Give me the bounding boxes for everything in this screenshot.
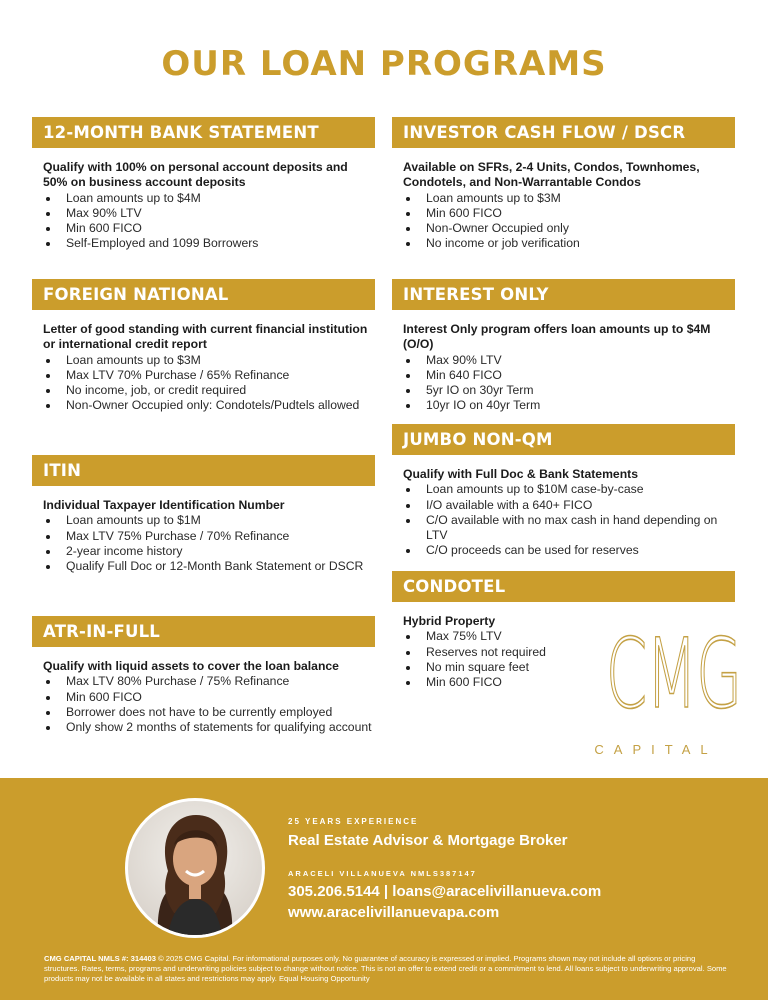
program-lead: Qualify with Full Doc & Bank Statements [403,467,638,481]
program-bullet-item: No min square feet [403,660,735,675]
program-bullet-item: Non-Owner Occupied only: Condotels/Pudtels allowed [43,398,375,413]
program-bullet-item: Loan amounts up to $1M [43,513,375,528]
program-jumbo-non-qm [392,424,735,559]
logo-subtitle: CAPITAL [594,742,718,757]
logo-letters: CMG [605,618,742,730]
program-bullet-list [43,674,375,735]
program-bullet-item: Non-Owner Occupied only [403,221,735,236]
program-bullet-item: Loan amounts up to $3M [43,353,375,368]
program-bullet-item: Min 600 FICO [403,675,735,690]
program-bullet-item: Self-Employed and 1099 Borrowers [43,236,375,251]
page-title: OUR LOAN PROGRAMS [161,44,607,84]
program-heading: ITIN [32,455,375,486]
nmls-label: CMG CAPITAL NMLS #: 314403 [44,954,156,963]
program-bullet-list [403,353,735,414]
person-portrait-icon [128,801,262,935]
program-bullet-item: 10yr IO on 40yr Term [403,398,735,413]
program-lead: Hybrid Property [403,614,496,628]
program-heading: 12-MONTH BANK STATEMENT [32,117,375,148]
program-bullet-item: C/O proceeds can be used for reserves [403,543,735,558]
program-bullet-item: Qualify Full Doc or 12-Month Bank Statement or DSCR [43,559,375,574]
program-bullet-item: 2-year income history [43,544,375,559]
program-heading: CONDOTEL [392,571,735,602]
program-bullet-list [403,482,735,558]
advisor-name-nmls: ARACELI VILLANUEVA NMLS387147 [288,869,477,878]
program-bullet-item: Min 600 FICO [43,221,375,236]
program-investor-dscr [392,117,735,252]
program-heading: JUMBO NON-QM [392,424,735,455]
program-heading: ATR-IN-FULL [32,616,375,647]
program-itin [32,455,375,574]
program-bullet-item: Min 600 FICO [43,690,375,705]
program-lead: Letter of good standing with current financial institution or international credit report [43,322,368,352]
program-bullet-item: Min 640 FICO [403,368,735,383]
website-link[interactable]: www.aracelivillanuevapa.com [288,904,500,921]
disclaimer-text: © 2025 CMG Capital. For informational purposes only. No guarantee of accuracy is expressed or implied. Programs shown may not include all options or pricing structures. Rates, terms, programs and underwriting policies subject to change without notice. This is not an offer to extend credit or a commitment to lend. All loans subject to underwriting approval. Some products may not be available in all states and restrictions may apply. Equal Housing Opportunity [44,954,727,983]
advisor-photo [125,798,265,938]
program-lead: Qualify with liquid assets to cover the loan balance [43,659,339,673]
phone-email[interactable]: 305.206.5144 | loans@aracelivillanueva.com [288,883,602,900]
program-bullet-item: Max LTV 70% Purchase / 65% Refinance [43,368,375,383]
program-bullet-item: Max 90% LTV [43,206,375,221]
program-bullet-list [43,353,375,414]
program-bullet-item: Max 90% LTV [403,353,735,368]
program-bullet-item: C/O available with no max cash in hand depending on LTV [403,513,735,544]
program-bullet-item: 5yr IO on 30yr Term [403,383,735,398]
program-bank-statement [32,117,375,252]
program-bullet-item: No income, job, or credit required [43,383,375,398]
program-heading: FOREIGN NATIONAL [32,279,375,310]
program-bullet-item: Min 600 FICO [403,206,735,221]
cmg-capital-logo [578,618,742,764]
program-bullet-item: Max LTV 75% Purchase / 70% Refinance [43,529,375,544]
program-bullet-item: Loan amounts up to $3M [403,191,735,206]
program-lead: Qualify with 100% on personal account deposits and 50% on business account deposits [43,160,348,190]
experience-label: 25 YEARS EXPERIENCE [288,817,419,826]
program-bullet-item: Loan amounts up to $4M [43,191,375,206]
program-bullet-list [43,191,375,252]
program-interest-only [392,279,735,414]
program-bullet-item: Loan amounts up to $10M case-by-case [403,482,735,497]
program-foreign-national [32,279,375,414]
program-lead: Available on SFRs, 2-4 Units, Condos, Townhomes, Condotels, and Non-Warrantable Condos [403,160,700,190]
program-bullet-item: Borrower does not have to be currently employed [43,705,375,720]
program-lead: Interest Only program offers loan amounts up to $4M (O/O) [403,322,711,352]
program-bullet-item: No income or job verification [403,236,735,251]
program-bullet-list [43,513,375,574]
advisor-role: Real Estate Advisor & Mortgage Broker [288,832,568,849]
footer [0,778,768,1000]
program-bullet-item: I/O available with a 640+ FICO [403,498,735,513]
program-lead: Individual Taxpayer Identification Number [43,498,285,512]
program-bullet-item: Max LTV 80% Purchase / 75% Refinance [43,674,375,689]
program-heading: INTEREST ONLY [392,279,735,310]
legal-disclaimer [44,954,728,984]
program-heading: INVESTOR CASH FLOW / DSCR [392,117,735,148]
program-atr-in-full [32,616,375,735]
program-bullet-item: Max 75% LTV [403,629,735,644]
program-bullet-item: Reserves not required [403,645,735,660]
program-bullet-list [403,191,735,252]
program-bullet-item: Only show 2 months of statements for qualifying account [43,720,375,735]
